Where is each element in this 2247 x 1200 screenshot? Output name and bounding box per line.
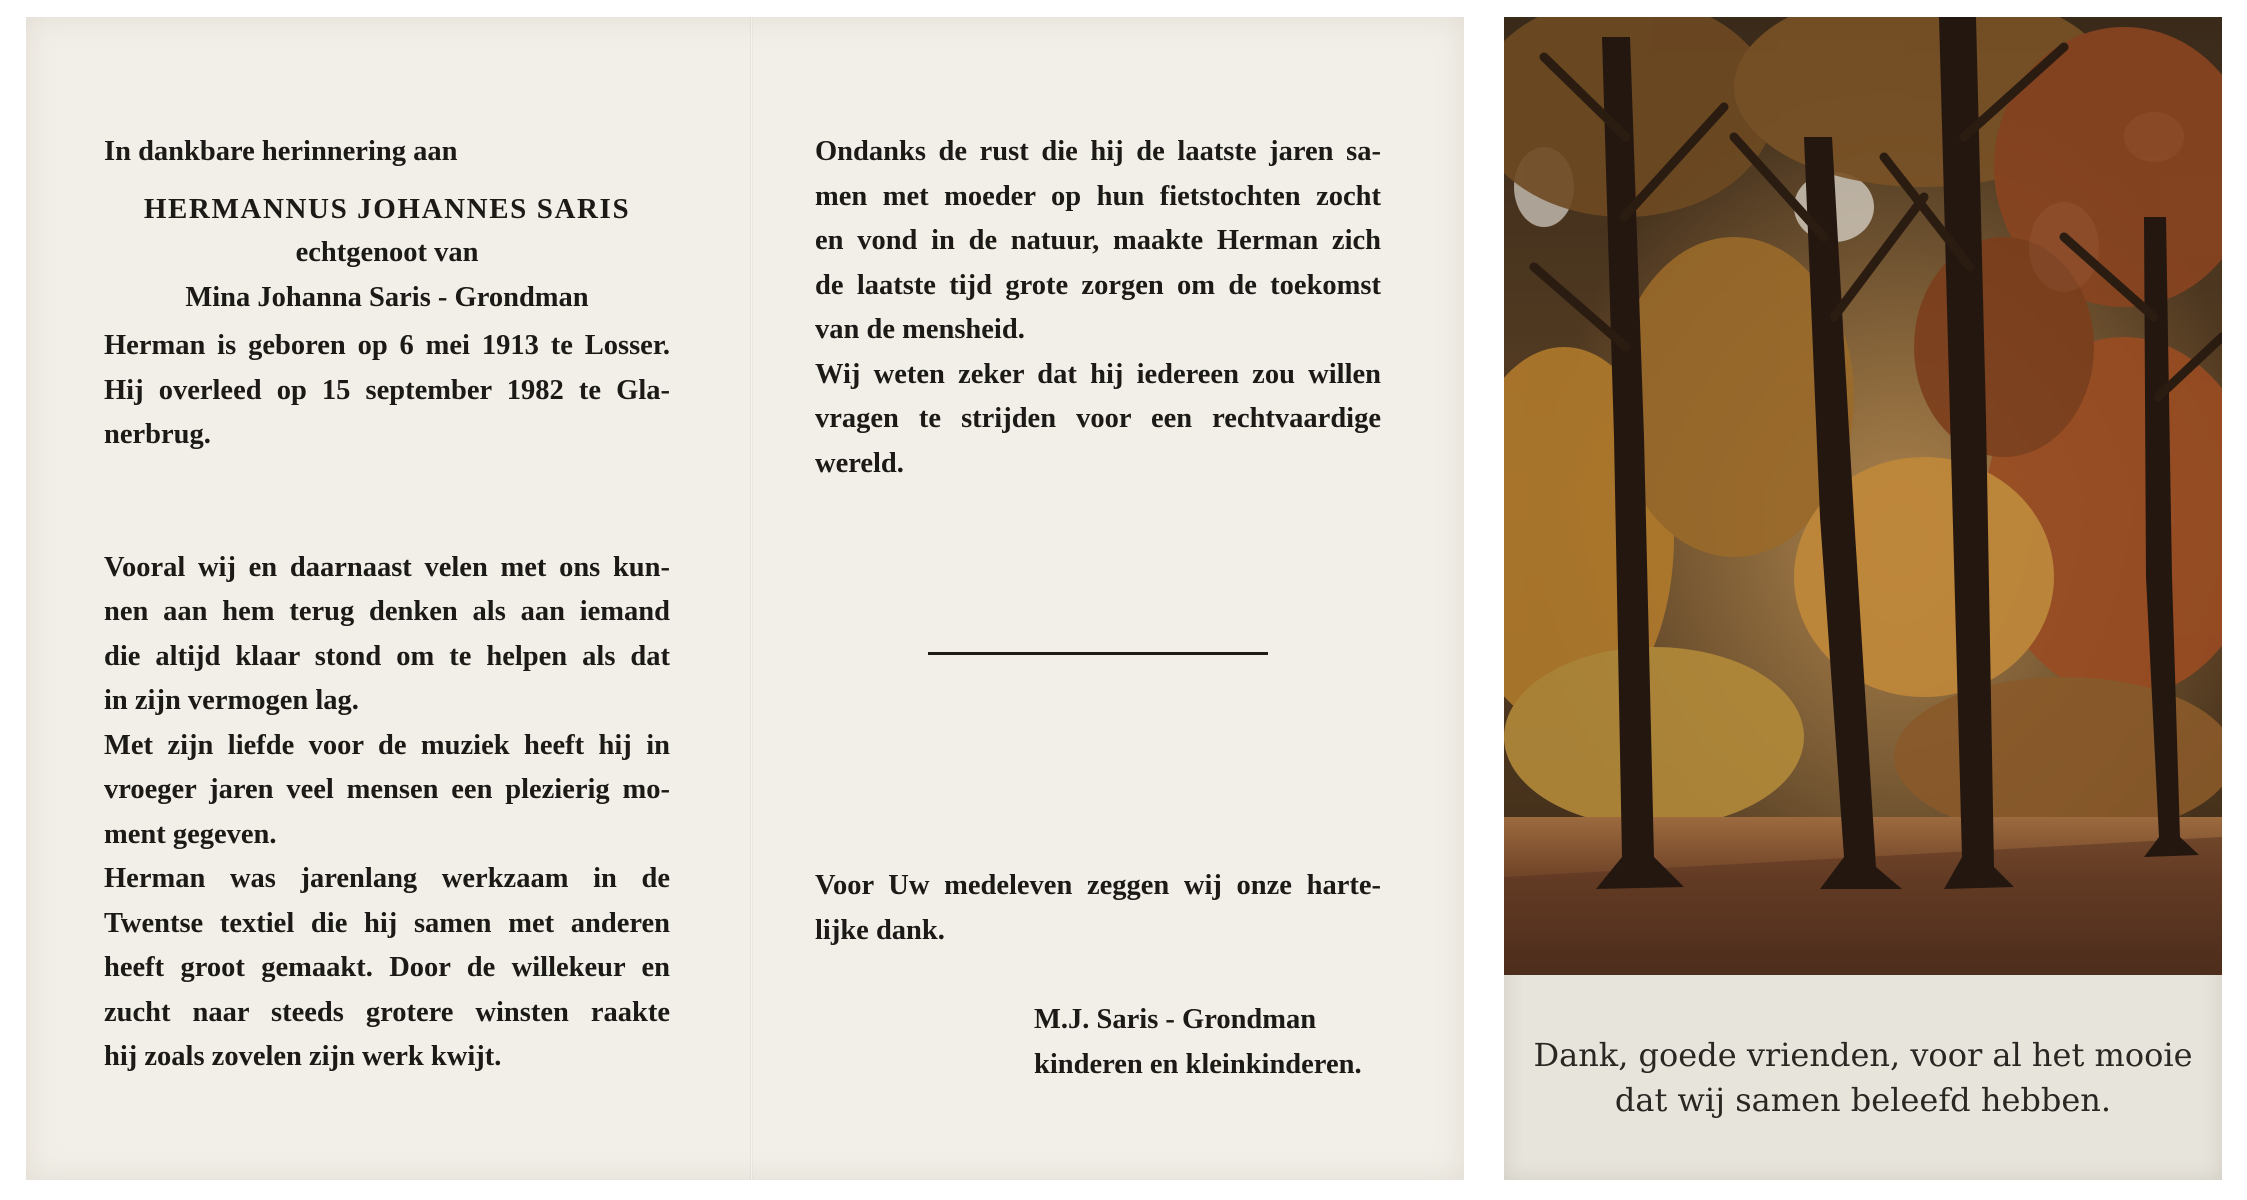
caption-line: dat wij samen beleefd hebben. <box>1614 1081 2112 1119</box>
body-line: de laatste tijd grote zorgen om de toekomst <box>815 269 1381 301</box>
left-panel <box>104 130 670 1080</box>
body-line: zucht naar steeds grotere winsten raakte <box>104 996 670 1028</box>
birth-line: Hij overleed op 15 september 1982 te Gla- <box>104 374 670 406</box>
body-line: Vooral wij en daarnaast velen met ons kun- <box>104 551 670 583</box>
spacer <box>104 458 670 546</box>
body-line: ment gegeven. <box>104 818 277 850</box>
photo-card <box>1504 17 2222 1180</box>
divider-rule <box>928 652 1268 655</box>
body-line: in zijn vermogen lag. <box>104 685 359 716</box>
relation: echtgenoot van <box>295 237 479 268</box>
signature-line: M.J. Saris - Grondman <box>1034 1004 1317 1035</box>
body-line: Ondanks de rust die hij de laatste jaren sa- <box>815 136 1381 167</box>
heading: In dankbare herinnering aan <box>104 136 458 167</box>
body-line: Wij weten zeker dat hij iedereen zou willen <box>815 358 1381 390</box>
body-line: die altijd klaar stond om te helpen als dat <box>104 640 670 672</box>
right-panel <box>815 130 1381 486</box>
thanks-text <box>815 864 1381 953</box>
body-line: Met zijn liefde voor de muziek heeft hij in <box>104 729 670 761</box>
body-line: Herman was jarenlang werkzaam in de <box>104 863 670 894</box>
body-line: wereld. <box>815 447 904 479</box>
thanks-line: Voor Uw medeleven zeggen wij onze harte- <box>815 870 1381 901</box>
birth-line: nerbrug. <box>104 419 211 450</box>
body-line: van de mensheid. <box>815 314 1025 345</box>
autumn-forest-photo <box>1504 17 2222 975</box>
signature-line: kinderen en kleinkinderen. <box>1034 1048 1362 1080</box>
photo-caption <box>1504 1033 2222 1123</box>
signature <box>1034 998 1362 1087</box>
body-line: nen aan hem terug denken als aan iemand <box>104 596 670 627</box>
birth-line: Herman is geboren op 6 mei 1913 te Losser. <box>104 330 670 361</box>
body-line: vroeger jaren veel mensen een plezierig mo- <box>104 774 670 805</box>
body-line: men met moeder op hun fietstochten zocht <box>815 180 1381 212</box>
spouse-name: Mina Johanna Saris - Grondman <box>185 281 589 313</box>
card-fold <box>750 17 753 1180</box>
body-line: hij zoals zovelen zijn werk kwijt. <box>104 1041 502 1072</box>
thanks-line: lijke dank. <box>815 914 945 946</box>
deceased-name: HERMANNUS JOHANNES SARIS <box>143 192 631 225</box>
caption-line: Dank, goede vrienden, voor al het mooie <box>1533 1036 2193 1074</box>
body-line: heeft groot gemaakt. Door de willekeur en <box>104 952 670 983</box>
spacer <box>104 175 670 187</box>
body-line: en vond in de natuur, maakte Herman zich <box>815 225 1381 256</box>
body-line: vragen te strijden voor een rechtvaardige <box>815 403 1381 434</box>
body-line: Twentse textiel die hij samen met anderen <box>104 907 670 939</box>
